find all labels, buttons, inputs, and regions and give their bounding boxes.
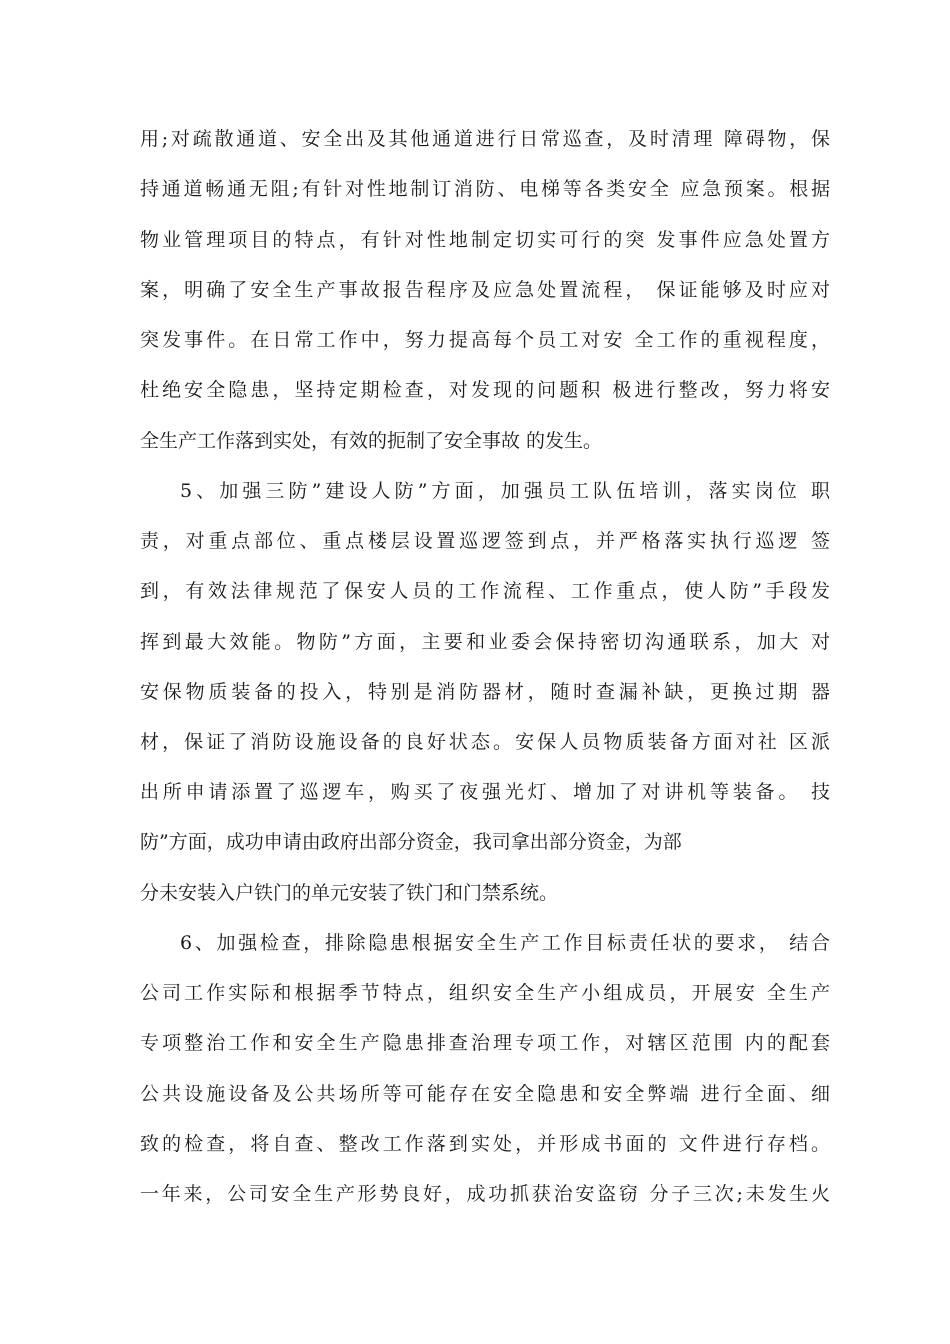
text-line: 用;对疏散通道、安全出及其他通道进行日常巡查，及时清理 障碍物，保 [140,128,830,150]
paragraph-first-line: 5、加强三防”建设人防”方面，加强员工队伍培训，落实岗位 职 [180,480,830,502]
text-line: 分未安装入户铁门的单元安装了铁门和门禁系统。 [140,882,559,904]
text-line: 防”方面，成功申请由政府出部分资金，我司拿出部分资金，为部 [140,831,682,853]
text-line: 致的检查，将自查、整改工作落到实处，并形成书面的 文件进行存档。 [140,1133,830,1155]
paragraph-first-line: 6、加强检查，排除隐患根据安全生产工作目标责任状的要求， 结合 [180,932,830,954]
text-line: 物业管理项目的特点，有针对性地制定切实可行的突 发事件应急处置方 [140,229,830,251]
text-line: 公司工作实际和根据季节特点，组织安全生产小组成员，开展安 全生产 [140,982,830,1004]
text-line: 公共设施设备及公共场所等可能存在安全隐患和安全弊端 进行全面、细 [140,1083,830,1105]
text-line: 出所申请添置了巡逻车，购买了夜强光灯、增加了对讲机等装备。 技 [140,781,830,803]
text-line: 到，有效法律规范了保安人员的工作流程、工作重点，使人防”手段发 [140,580,830,602]
text-line: 持通道畅通无阻;有针对性地制订消防、电梯等各类安全 应急预案。根据 [140,178,830,200]
text-line: 全生产工作落到实处，有效的扼制了安全事故 的发生。 [140,430,603,452]
text-line: 一年来，公司安全生产形势良好，成功抓获治安盗窃 分子三次;未发生火 [140,1183,830,1205]
text-line: 案，明确了安全生产事故报告程序及应急处置流程， 保证能够及时应对 [140,279,830,301]
text-line: 材，保证了消防设施设备的良好状态。安保人员物质装备方面对社 区派 [140,731,830,753]
text-line: 专项整治工作和安全生产隐患排查治理专项工作，对辖区范围 内的配套 [140,1032,830,1054]
text-line: 杜绝安全隐患，坚持定期检查，对发现的问题积 极进行整改，努力将安 [140,379,830,401]
text-line: 安保物质装备的投入，特别是消防器材，随时查漏补缺，更换过期 器 [140,681,830,703]
text-line: 突发事件。在日常工作中，努力提高每个员工对安 全工作的重视程度， [140,329,830,351]
text-line: 挥到最大效能。物防”方面，主要和业委会保持密切沟通联系，加大 对 [140,631,830,653]
text-line: 责，对重点部位、重点楼层设置巡逻签到点，并严格落实执行巡逻 签 [140,530,830,552]
